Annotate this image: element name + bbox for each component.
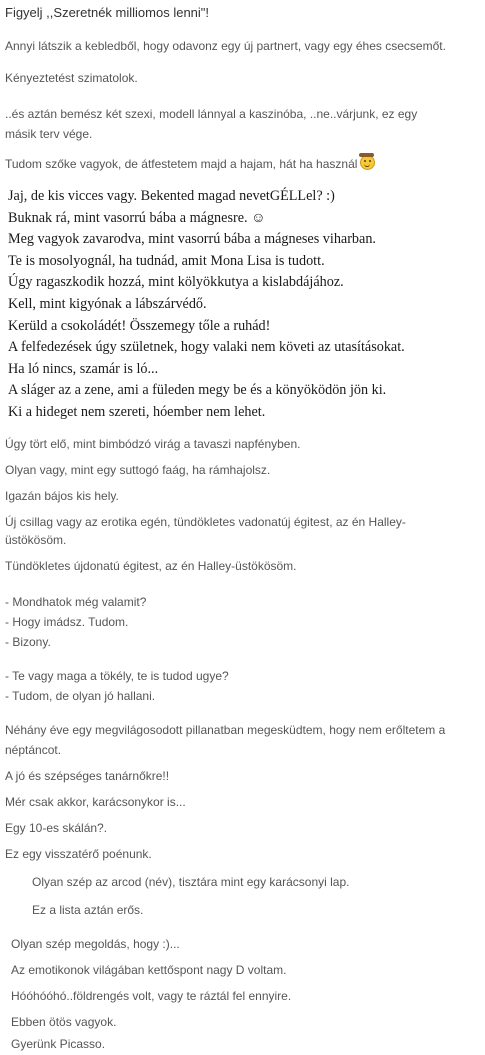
paragraph: Ez egy visszatérő poénunk. (5, 847, 152, 861)
paragraph (5, 154, 483, 174)
page-title: Figyelj ,,Szeretnék milliomos lenni"! (5, 5, 210, 20)
paragraph: ..és aztán bemész két szexi, modell lánnyal a kaszinóba, ..ne..várjunk, ez egy másik terv vége. (5, 107, 418, 141)
paragraph: Kényeztetést szimatolok. (5, 71, 138, 85)
quote-list (8, 186, 482, 424)
dialogue-line: - Tudom, de olyan jó hallani. (5, 689, 156, 703)
paragraph: Olyan vagy, mint egy suttogó faág, ha rámhajolsz. (5, 463, 271, 477)
quote-line: Ha ló nincs, szamár is ló... (8, 360, 159, 377)
paragraph: üstökösöm. (5, 533, 67, 547)
paragraph: Néhány éve egy megvilágosodott pillanatban megesküdtem, hogy nem erőltetem a (5, 723, 446, 737)
paragraph: néptáncot. (5, 743, 62, 757)
dialogue-line: - Hogy imádsz. Tudom. (5, 615, 129, 629)
paragraph: Tündökletes újdonatú égitest, az én Halley-üstökösöm. (5, 559, 297, 573)
paragraph-text: Tudom szőke vagyok, de átfestetem majd a hajam, hát ha használ (5, 157, 358, 171)
paragraph: Egy 10-es skálán?. (5, 821, 108, 835)
dialogue-line: - Bizony. (5, 635, 51, 649)
paragraph: Mér csak akkor, karácsonykor is... (5, 795, 186, 809)
paragraph: Gyerünk Picasso. (11, 1037, 106, 1051)
smiley-icon (360, 155, 375, 170)
paragraph: Annyi látszik a kebledből, hogy odavonz egy új partnert, vagy egy éhes csecsemőt. (5, 39, 446, 53)
paragraph: Ez a lista aztán erős. (32, 903, 144, 917)
quote-line: Te is mosolyognál, ha tudnád, amit Mona Lisa is tudott. (8, 252, 325, 269)
dialogue-line: - Mondhatok még valamit? (5, 595, 147, 609)
quote-line: Kell, mint kigyónak a lábszárvédő. (8, 295, 207, 312)
paragraph: Hóóhóóhó..földrengés volt, vagy te ráztál fel ennyire. (11, 989, 292, 1003)
dialogue-line: - Te vagy maga a tökély, te is tudod ugye? (5, 669, 229, 683)
quote-line: A felfedezések úgy születnek, hogy valaki nem követi az utasításokat. (8, 339, 405, 356)
paragraph: Olyan szép az arcod (név), tisztára mint egy karácsonyi lap. (32, 875, 350, 889)
paragraph: Ebben ötös vagyok. (11, 1015, 117, 1029)
paragraph: Igazán bájos kis hely. (5, 489, 119, 503)
paragraph: A jó és szépséges tanárnőkre!! (5, 769, 170, 783)
quote-line: Buknak rá, mint vasorrú bába a mágnesre. ☺ (8, 209, 266, 226)
quote-line: Meg vagyok zavarodva, mint vasorrú bába a mágneses viharban. (8, 231, 376, 248)
quote-line: Ki a hideget nem szereti, hóember nem lehet. (8, 403, 266, 420)
quote-line: Úgy ragaszkodik hozzá, mint kölyökkutya a kislabdájához. (8, 274, 344, 291)
quote-line: Kerüld a csokoládét! Összemegy tőle a ruhád! (8, 317, 271, 334)
paragraph: Új csillag vagy az erotika egén, tündökletes vadonatúj égitest, az én Halley- (5, 515, 406, 529)
quote-line: Jaj, de kis vicces vagy. Bekented magad nevetGÉLLel? :) (8, 188, 335, 204)
quote-line: A sláger az a zene, ami a füleden megy be és a könyöködön jön ki. (8, 382, 387, 399)
paragraph: Az emotikonok világában kettőspont nagy D voltam. (11, 963, 287, 977)
paragraph: Úgy tört elő, mint bimbódzó virág a tavaszi napfényben. (5, 437, 301, 451)
paragraph: Olyan szép megoldás, hogy :)... (11, 937, 180, 951)
